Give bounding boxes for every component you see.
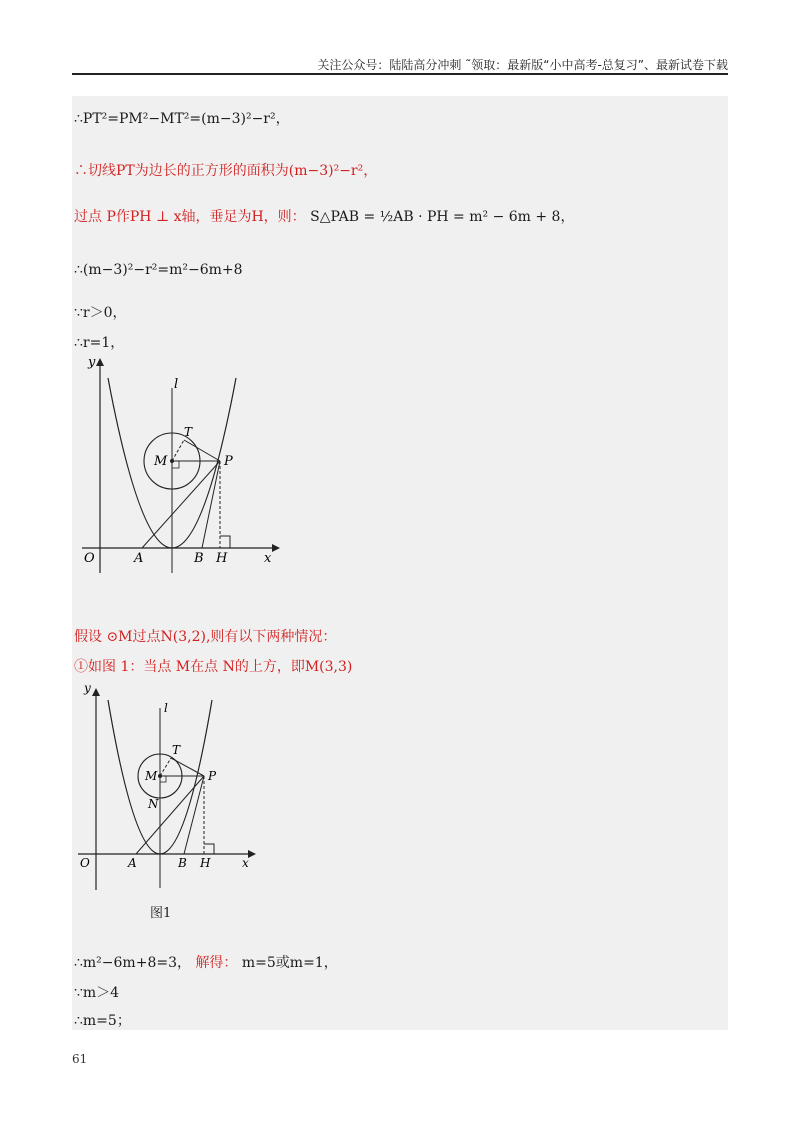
- label-h: H: [216, 551, 228, 566]
- condition-text: ∵r＞0，: [74, 305, 127, 321]
- radius-mt: [172, 440, 184, 461]
- label-t: T: [184, 425, 193, 439]
- page-header: 关注公众号：陆陆高分冲刺 ˜领取：最新版“小中高考-总复习”、最新试卷下载: [317, 58, 728, 72]
- equation-text: ∴(m−3)²−r²=m²−6m+8: [74, 262, 243, 278]
- label-o: O: [84, 551, 95, 566]
- statement-triangle-area: [74, 206, 574, 226]
- statement-square-area: [74, 160, 377, 180]
- label-n: N: [148, 797, 159, 811]
- tangent-pt: [184, 440, 220, 461]
- y-axis-arrow: [96, 358, 104, 366]
- solution-text: m=5或m=1，: [241, 955, 338, 971]
- condition-text: ∵m＞4: [74, 985, 120, 1001]
- x-axis-arrow: [248, 850, 256, 858]
- result-text: ∴m=5；: [74, 1013, 131, 1029]
- label-o: O: [80, 856, 90, 870]
- assumption-circle-through-n: [74, 626, 336, 646]
- equation-text: ∴PT²=PM²−MT²=(m−3)²−r²，: [74, 111, 290, 127]
- label-p: P: [224, 454, 233, 469]
- label-a: A: [128, 856, 137, 870]
- parabola-figure-2: [72, 678, 272, 894]
- label-b: B: [178, 856, 187, 870]
- figure-caption: 图1: [150, 906, 172, 921]
- condition-r-positive: [74, 302, 127, 322]
- right-angle-mark-h: [220, 536, 230, 548]
- label-y: y: [88, 355, 96, 370]
- label-h: H: [200, 856, 211, 870]
- area-formula: S△PAB = ½AB · PH = m² − 6m + 8，: [310, 209, 575, 225]
- equation-text: ∴m²−6m+8=3，: [74, 955, 191, 971]
- label-l: l: [174, 377, 179, 392]
- segment-pa: [142, 461, 220, 548]
- label-y: y: [84, 681, 91, 695]
- radius-mt: [160, 758, 171, 776]
- label-x: x: [242, 856, 249, 870]
- result-m: [74, 1010, 131, 1030]
- label-t: T: [172, 743, 181, 757]
- header-rule: [72, 73, 728, 75]
- label-m: M: [154, 454, 168, 469]
- case-1-statement: [74, 656, 352, 676]
- label-m: M: [145, 769, 158, 783]
- assumption-text: 假设 ⊙M过点N(3,2),则有以下两种情况：: [74, 629, 337, 645]
- label-l: l: [164, 701, 168, 715]
- result-text: ∴r=1，: [74, 335, 125, 351]
- parabola-figure-1: [72, 348, 292, 580]
- equation-solve-m: [74, 952, 338, 972]
- label-p: P: [208, 769, 217, 783]
- label-x: x: [264, 551, 272, 566]
- statement-text: ∴切线PT为边长的正方形的面积为(m−3)²−r²，: [74, 163, 378, 179]
- y-axis-arrow: [92, 688, 100, 696]
- label-b: B: [194, 551, 204, 566]
- case-text: ①如图 1：当点 M在点 N的上方，即M(3,3): [74, 659, 353, 675]
- x-axis-arrow: [272, 544, 280, 552]
- perpendicular-text: 过点 P作PH ⊥ x轴，垂足为H，则：: [74, 209, 306, 225]
- label-a: A: [134, 551, 144, 566]
- condition-m-greater-4: [74, 982, 119, 1002]
- solve-label: 解得：: [195, 955, 238, 971]
- equation-pt-squared: [74, 108, 290, 128]
- right-angle-mark-h: [204, 844, 214, 854]
- page-number: 61: [72, 1052, 88, 1066]
- equation-equal-areas: [74, 262, 243, 278]
